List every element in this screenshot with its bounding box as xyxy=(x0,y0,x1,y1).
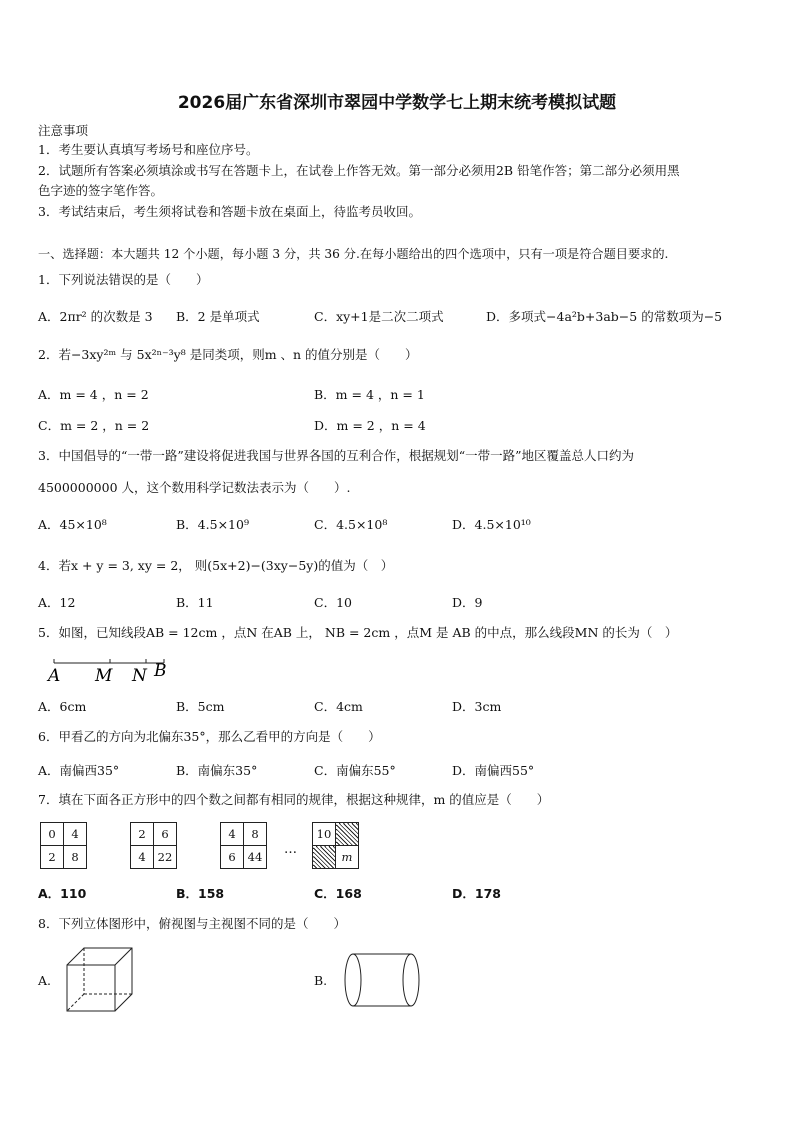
q7-option-a: A．110 xyxy=(38,886,87,901)
q6-option-d: D．南偏西55° xyxy=(452,763,535,778)
hatched-cell xyxy=(313,846,336,869)
q5-option-c: C．4cm xyxy=(314,699,363,714)
note-item: 1．考生要认真填写考场号和座位序号。 xyxy=(38,142,259,157)
q5-option-a: A．6cm xyxy=(38,699,87,714)
q4-option-c: C．10 xyxy=(314,595,352,610)
q3-option-b: B．4.5×10⁹ xyxy=(176,517,249,532)
page-title: 2026届广东省深圳市翠园中学数学七上期末统考模拟试题 xyxy=(177,93,617,113)
grid-cell-m: m xyxy=(336,846,359,869)
grid-cell: 10 xyxy=(313,823,336,846)
number-grid-2 xyxy=(130,822,177,869)
grid-cell: 2 xyxy=(41,846,64,869)
q1-option-b: B．2 是单项式 xyxy=(176,309,260,324)
hatched-cell xyxy=(336,823,359,846)
question-7-stem: 7．填在下面各正方形中的四个数之间都有相同的规律，根据这种规律，m 的值应是（ ） xyxy=(38,792,550,807)
q2-option-d: D．m = 2 ，n = 4 xyxy=(314,418,426,433)
note-item: 2．试题所有答案必须填涂或书写在答题卡上，在试卷上作答无效。第一部分必须用2B 铅笔作答；第二部分必须用黑 xyxy=(38,163,680,178)
q5-option-d: D．3cm xyxy=(452,699,502,714)
question-3-stem: 3．中国倡导的“一带一路”建设将促进我国与世界各国的互利合作，根据规划“一带一路”地区覆盖总人口约为 xyxy=(38,448,635,463)
number-grid-4 xyxy=(312,822,359,869)
number-grid-1 xyxy=(40,822,87,869)
grid-cell: 4 xyxy=(221,823,244,846)
question-2-stem: 2．若−3xy²ᵐ 与 5x²ⁿ⁻³y⁸ 是同类项，则m 、n 的值分别是（ ） xyxy=(38,347,418,362)
grid-cell: 6 xyxy=(154,823,177,846)
q1-option-a: A．2πr² 的次数是 3 xyxy=(38,309,153,324)
point-n-label: N xyxy=(132,666,147,686)
question-6-stem: 6．甲看乙的方向为北偏东35°，那么乙看甲的方向是（ ） xyxy=(38,729,381,744)
grid-cell: 22 xyxy=(154,846,177,869)
q4-option-a: A．12 xyxy=(38,595,76,610)
grid-cell: 4 xyxy=(64,823,87,846)
note-item: 色字迹的签字笔作答。 xyxy=(38,183,164,198)
q3-option-c: C．4.5×10⁸ xyxy=(314,517,388,532)
q3-option-a: A．45×10⁸ xyxy=(38,517,107,532)
q7-option-b: B．158 xyxy=(176,886,225,901)
ellipsis: … xyxy=(284,842,297,857)
notes-heading: 注意事项 xyxy=(38,123,89,138)
grid-cell: 44 xyxy=(244,846,267,869)
grid-cell: 2 xyxy=(131,823,154,846)
question-5-stem: 5．如图，已知线段AB = 12cm ，点N 在AB 上， NB = 2cm ，点M 是 AB 的中点，那么线段MN 的长为（ ） xyxy=(38,625,678,640)
q6-option-c: C．南偏东55° xyxy=(314,763,396,778)
q2-option-c: C．m = 2 ，n = 2 xyxy=(38,418,150,433)
q5-option-b: B．5cm xyxy=(176,699,225,714)
grid-cell: 4 xyxy=(131,846,154,869)
grid-cell: 6 xyxy=(221,846,244,869)
grid-cell: 8 xyxy=(64,846,87,869)
point-b-label: B xyxy=(154,661,167,681)
q8-option-b: B. xyxy=(314,973,328,988)
grid-cell: 0 xyxy=(41,823,64,846)
segment-diagram xyxy=(40,654,180,686)
question-8-stem: 8．下列立体图形中，俯视图与主视图不同的是（ ） xyxy=(38,916,346,931)
q1-option-d: D．多项式−4a²b+3ab−5 的常数项为−5 xyxy=(486,309,723,324)
q7-option-c: C．168 xyxy=(314,886,362,901)
cube-figure xyxy=(64,945,138,1015)
number-grid-3 xyxy=(220,822,267,869)
q7-option-d: D．178 xyxy=(452,886,501,901)
q6-option-a: A．南偏西35° xyxy=(38,763,120,778)
note-item: 3．考试结束后，考生须将试卷和答题卡放在桌面上，待监考员收回。 xyxy=(38,204,421,219)
question-4-stem: 4．若x + y = 3, xy = 2， 则(5x+2)−(3xy−5y)的值为（ ） xyxy=(38,558,394,573)
cylinder-figure xyxy=(340,950,424,1010)
question-3-stem-cont: 4500000000 人，这个数用科学记数法表示为（ ）. xyxy=(38,480,351,495)
question-1-stem: 1．下列说法错误的是（ ） xyxy=(38,272,209,287)
q4-option-b: B．11 xyxy=(176,595,214,610)
q2-option-a: A．m = 4 ，n = 2 xyxy=(38,387,149,402)
q6-option-b: B．南偏东35° xyxy=(176,763,258,778)
point-a-label: A xyxy=(48,666,61,686)
point-m-label: M xyxy=(95,666,113,686)
grid-cell: 8 xyxy=(244,823,267,846)
q4-option-d: D．9 xyxy=(452,595,483,610)
q3-option-d: D．4.5×10¹⁰ xyxy=(452,517,531,532)
q1-option-c: C．xy+1是二次二项式 xyxy=(314,309,444,324)
section-heading: 一、选择题：本大题共 12 个小题，每小题 3 分，共 36 分.在每小题给出的四个选项中，只有一项是符合题目要求的. xyxy=(38,247,669,261)
q2-option-b: B．m = 4 ，n = 1 xyxy=(314,387,425,402)
q8-option-a: A. xyxy=(38,973,52,988)
